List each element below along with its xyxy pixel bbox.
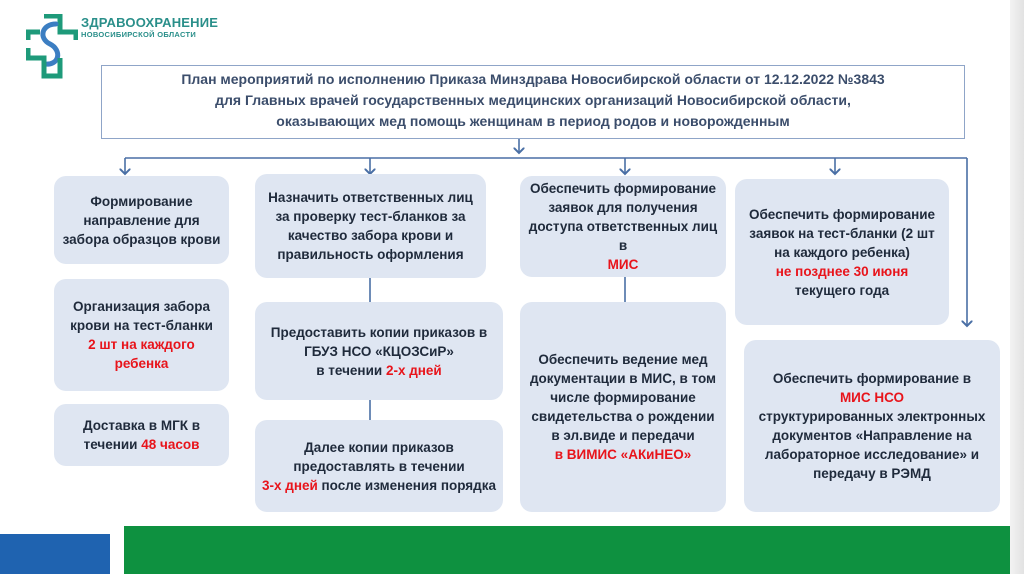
- box-blood-sampling-referral: Формирование направление для забора образцов крови: [54, 176, 229, 264]
- header-line2: для Главных врачей государственных медицинских организаций Новосибирской области,: [215, 92, 851, 108]
- box-mis-documentation: Обеспечить ведение мед документации в МИС, в том числе формирование свидетельства о рождении в эл.виде и передачи в ВИМИС «АКиНЕО»: [520, 302, 726, 512]
- header-line3: оказывающих мед помощь женщинам в период родов и новорожденным: [276, 113, 790, 129]
- box-mis-access-requests: Обеспечить формирование заявок для получения доступа ответственных лиц в МИС: [520, 176, 726, 277]
- header-line1: План мероприятий по исполнению Приказа Минздрава Новосибирской области от 12.12.2022 №3843: [181, 71, 885, 87]
- logo-line1: ЗДРАВООХРАНЕНИЕ: [81, 15, 219, 30]
- box-further-copies: Далее копии приказов предоставлять в течении 3-х дней после изменения порядка: [255, 420, 503, 512]
- footer-green-bar: [124, 526, 1010, 574]
- footer-blue-bar: [0, 534, 110, 574]
- box-assign-responsible: Назначить ответственных лиц за проверку тест-бланков за качество забора крови и правильность оформления: [255, 174, 486, 278]
- box-mis-nso-electronic-docs: Обеспечить формирование в МИС НСО структурированных электронных документов «Направление на лабораторное исследование» и передачу в РЭМД: [744, 340, 1000, 512]
- box-provide-order-copies: Предоставить копии приказов в ГБУЗ НСО «КЦОЗСиР» в течении 2-х дней: [255, 302, 503, 400]
- box-test-blank-requests: Обеспечить формирование заявок на тест-бланки (2 шт на каждого ребенка) не позднее 30 июня текущего года: [735, 179, 949, 325]
- box-delivery-mgk: Доставка в МГК в течении 48 часов: [54, 404, 229, 466]
- logo-line2: НОВОСИБИРСКОЙ ОБЛАСТИ: [81, 30, 197, 39]
- box-blood-collection: Организация забора крови на тест-бланки 2 шт на каждого ребенка: [54, 279, 229, 391]
